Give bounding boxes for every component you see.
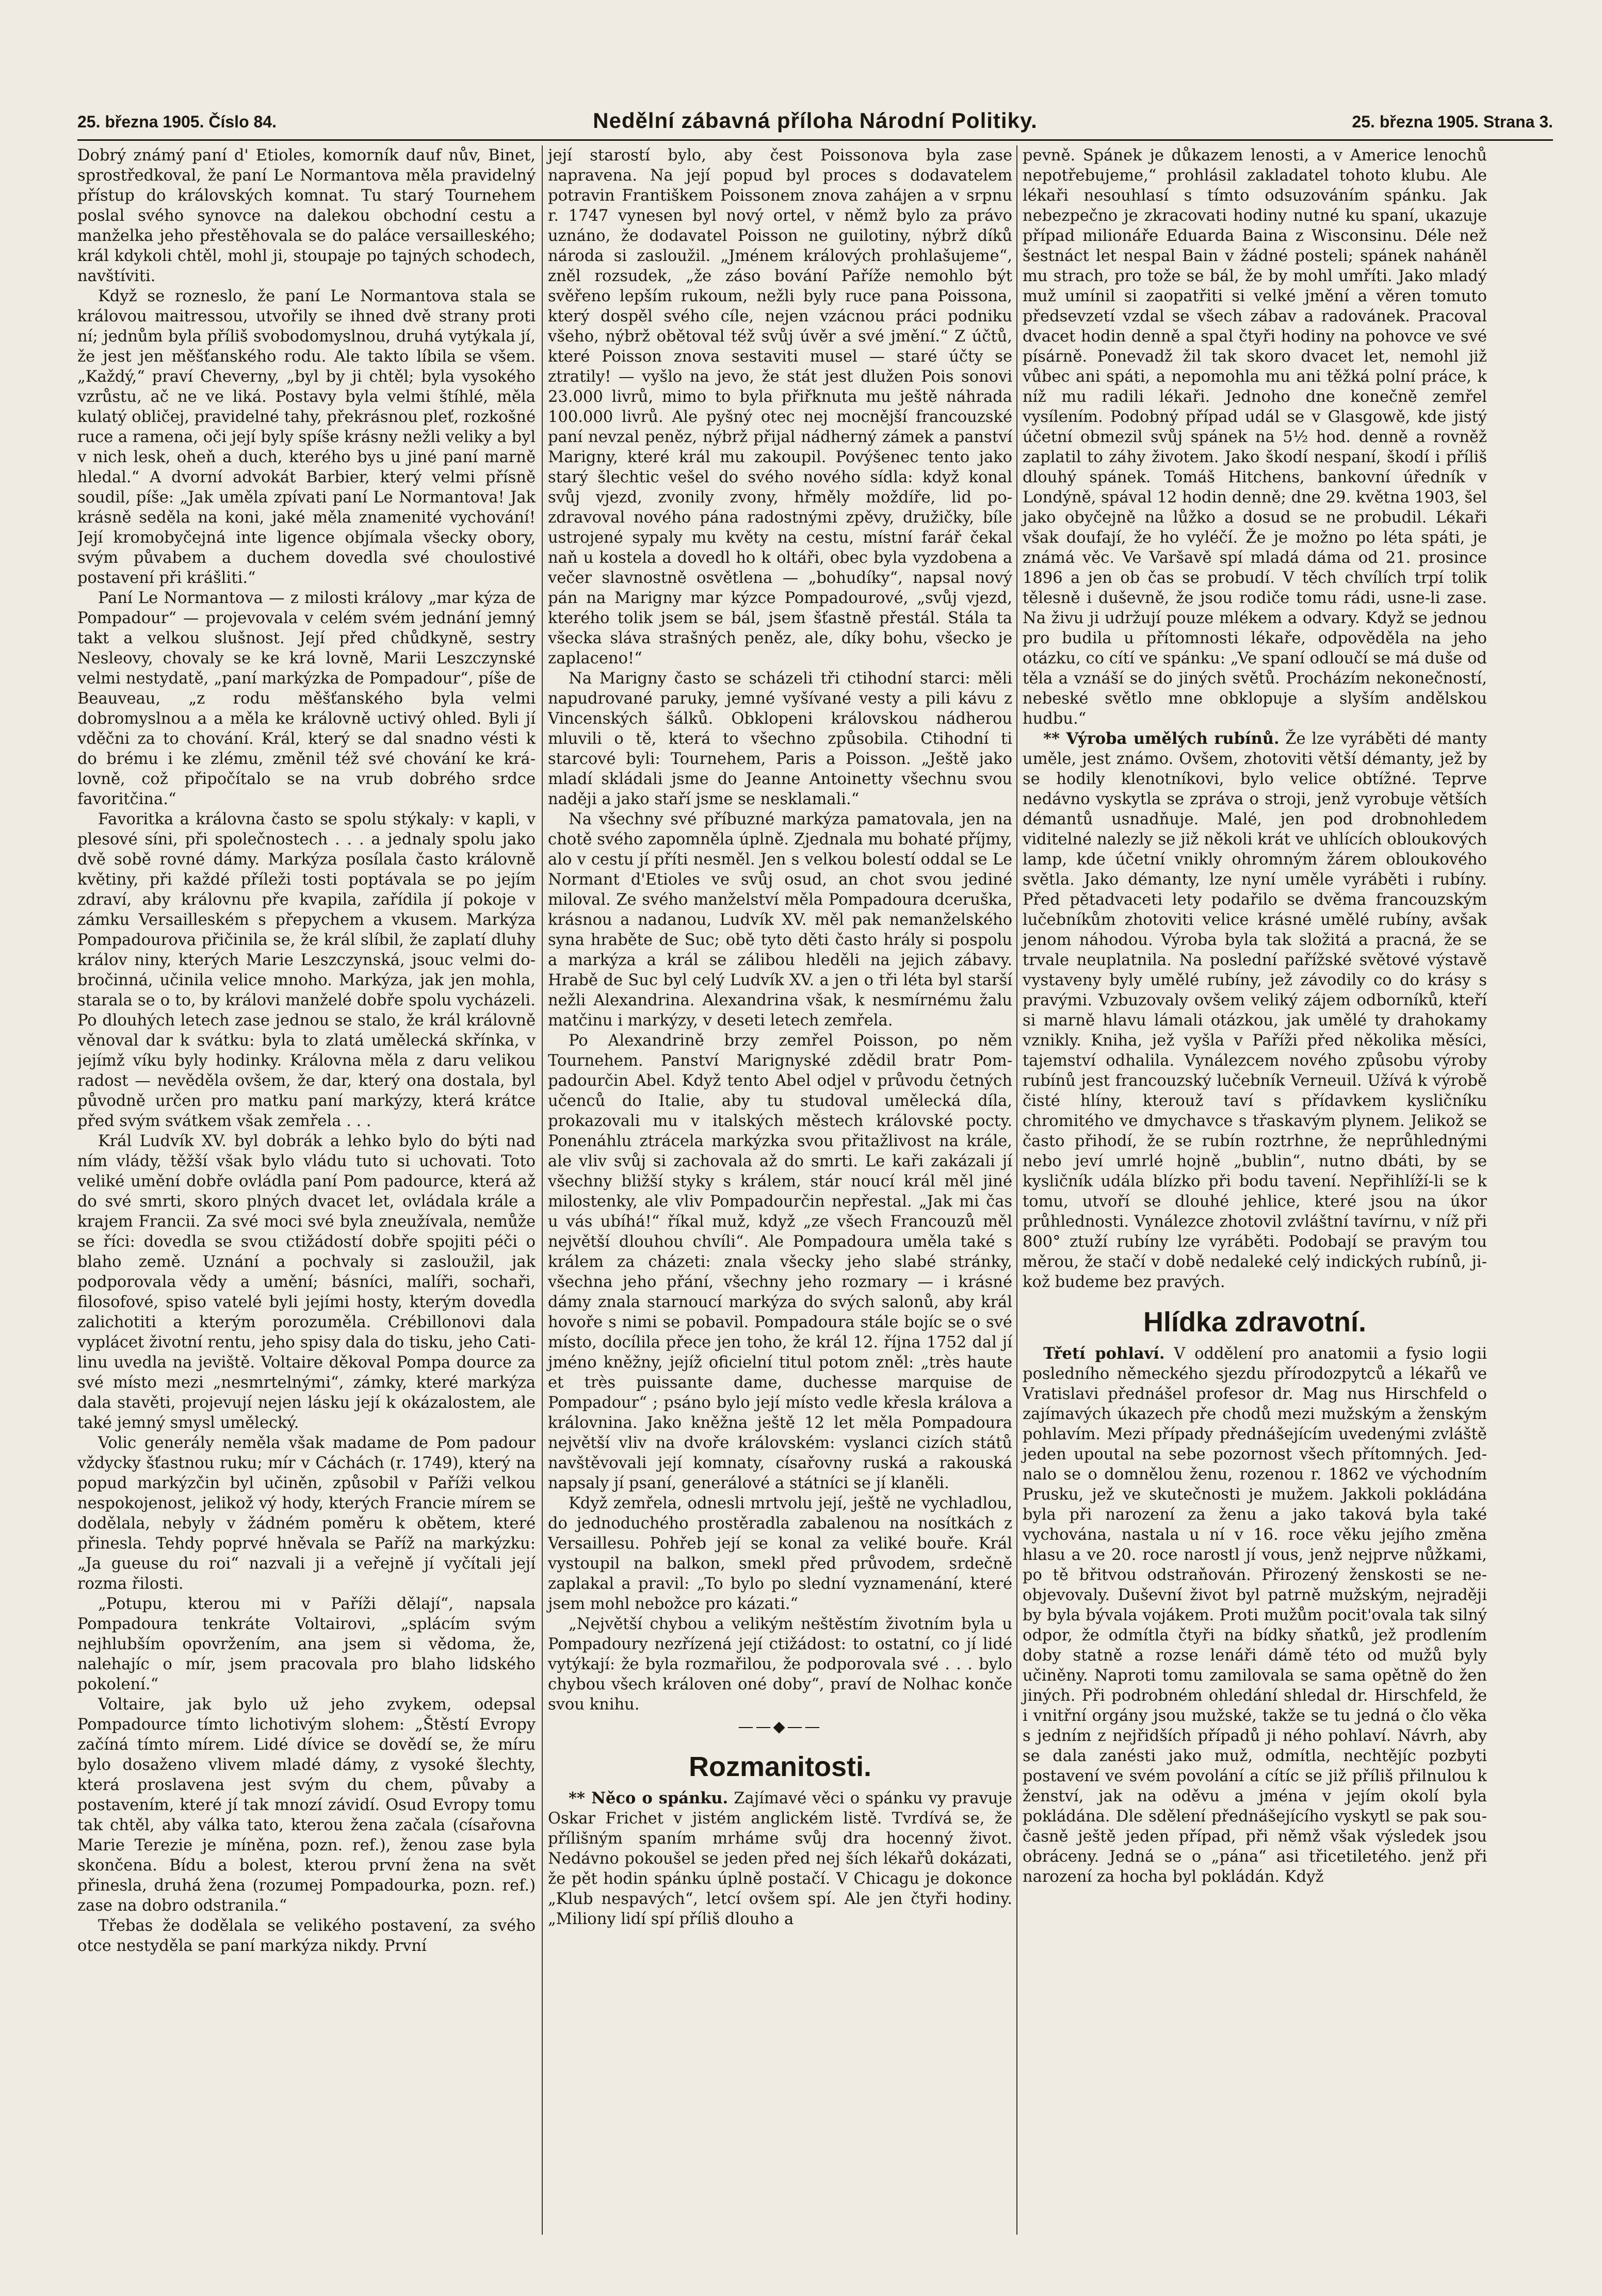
header-date-page: 25. března 1905. Strana 3.	[1352, 112, 1553, 131]
article-lead: ** Výroba umělých rubínů.	[1043, 729, 1280, 748]
article-body: Že lze vyráběti dé manty uměle, jest známo. Ovšem, zhotoviti větší démanty, jež by se hodily klenotníkovi, bylo velice obtížné. Teprve nedávno vyskytla se zpráva o stroji, jenž vyrobuje větších démantů usnadňuje. Malé, jen pod drobnohledem viditelné nalezly se již několi krát ve uhlících obloukových lamp, kde účetní vnikly ohromným žárem obloukového světla. Jako démanty, lze nyní uměle vyráběti i rubíny. Před pětadvaceti lety podařilo se dvěma francouzským lučebníkům zhotoviti velice krásné umělé rubíny, avšak jenom náhodou. Výroba byla tak složitá a pracná, že se trvale neuplatnila. Na poslední pařížské světové výstavě vystaveny byly umělé rubíny, jež závodily co do krásy s pravými. Vzbuzovaly ovšem veliký zájem odborníků, kteří si marně hlavu lámali otázkou, jak umělé ty drahokamy vznikly. Kniha, jež vyšla v Paříži před několika měsíci, tajemství odhalila. Vynálezcem nového způsobu výroby rubínů jest francouzský lučebník Verneuil. Užívá k výrobě čisté hlíny, kterouž taví s přídavkem kysličníku chromitého ve dmychavce s třaskavým plynem. Jelikož se často přihodí, že se rubín roztrhne, že neprůhlednými nebo jeví umrlé hojně „bublin“, nutno dbáti, by se kysličník udála blízko při bodu tavení. Nepřihlíží-li se k tomu, utvoří se dlouhé jehlice, které jsou na úkor průhlednosti. Vynálezce zhotovil zvláštní tavírnu, v níž při 800° ztuží rubíny lze vyráběti. Podobají se pravým tou měrou, že stačí v době nedaleké celý indických rubínů, ji kož budeme bez pravých.	[1023, 730, 1487, 1291]
paragraph	[1023, 1344, 1487, 1887]
paragraph: Když zemřela, odnesli mrtvolu její, ještě ne vychladlou, do jednoduchého prostěradla zabalenou na nosítkách z Versaillesu. Pohřeb její se konal za veliké bouře. Král vystoupil na balkon, smekl před průvodem, srdečně zaplakal a pravil: „To bylo po slední vyznamenání, které jsem mohl nebožce pro kázati.“	[548, 1494, 1012, 1613]
paragraph: Paní Le Normantova — z milosti královy „mar kýza de Pompadour“ — projevovala v celém svém jednání jemný takt a velkou slušnost. Její před chůdkyně, sestry Nesleovy, chovaly se ke krá lovně, Marii Leszczynské velmi nestydatě, „paní markýzka de Pompadour“, píše de Beauveau, „z rodu měšťanského byla velmi dobromyslnou a a měla ke královně uctivý ohled. Byli jí vděčni za to chování. Král, který se dal snadno vésti k do brému i ke zlému, změnil též své chování ke krá lovně, což připočítalo se na vrub dobrého srdce favoritčina.“	[77, 589, 536, 808]
column-1	[77, 145, 536, 2235]
paragraph: Voltaire, jak bylo už jeho zvykem, odepsal Pompadource tímto lichotivým slohem: „Štěstí Evropy začíná tímto mírem. Lidé dívice se dovědí se, že míru bylo dosaženo vlivem mladé dámy, z vysoké šlechty, která proslavena jest svým du chem, půvaby a postavením, které jí tak mnozí závidí. Osud Evropy tomu tak chtěl, aby válka tato, kterou žena začala (císařovna Marie Terezie je míněna, pozn. ref.), ženou zase byla skončena. Bídu a bolest, kterou první žena na svět přinesla, druhá žena (rozumej Pompadourka, pozn. ref.) zase na dobro odstranila.“	[77, 1696, 536, 1915]
paragraph: její starostí bylo, aby čest Poissonova byla zase napravena. Na její popud byl proces s dodavatelem potravin Františkem Poissonem znova zahájen a v srpnu r. 1747 vynesen byl nový ortel, v němž bylo za právo uznáno, že dodavatel Poisson ne guilotiny, nýbrž díků národa si zasloužil. „Jménem králových prohlašujeme“, zněl rozsudek, „že záso bování Paříže nemohlo být svěřeno lepším rukoum, nežli byly ruce pana Poissona, který dospěl svého cíle, nejen vzácnou práci podniku všeho, nýbrž obětoval též svůj úvěr a své jmění.“ Z účtů, které Poisson znova sestaviti musel — staré účty se ztratily! — vyšlo na jevo, že stát jest dlužen Pois sonovi 23.000 livrů, mimo to byla přiřknuta mu ještě náhrada 100.000 livrů. Ale pyšný otec nej mocnější francouzské paní nevzal peněz, nýbrž přijal nádherný zámek a panství Marigny, které král mu zakoupil. Povýšeneс tento jako starý šlechtic vešel do svého nového sídla: když konal svůj vjezd, zvonily zvony, hřměly moždíře, lid po zdravoval nového pána radostnými zpěvy, družičky, bíle ustrojené sypaly mu květy na cestu, místní farář čekal naň u kostela a dovedl ho k oltáři, obec byla vyzdobena a večer slavnostně osvětlena — „bohudíky“, napsal nový pán na Marigny mar kýzce Pompadourové, „svůj vjezd, kterého tolik jsem se bál, jsem šťastně přestál. Stála ta všecka sláva strašných peněz, ale, díky bohu, všecko je zaplaceno!“	[548, 146, 1012, 667]
column-2	[542, 145, 1012, 2235]
paragraph: Třebas že dodělala se velikého postavení, za svého otce nestyděla se paní markýza nikdy. První	[77, 1917, 536, 1955]
article-body: V oddělení pro anatomii a fysio logii posledního německého sjezdu přírodozpytců a lékařů ve Vratislavi přednášel profesor dr. Mag nus Hirschfeld o zajímavých úkazech pře chodů mezi mužským a ženským pohlavím. Mezi případy přednášejícím uvedenými zvláště jeden upoutal na sebe pozornost všech přítomných. Jed nalo se o domnělou ženu, rozenou r. 1862 ve východním Prusku, jež ve skutečnosti je mužem. Jakkoli pokládána byla při narození za ženu a jako taková byla také vychována, nastala u ní v 16. roce věku jejího změna hlasu a ve 20. roce narostl jí vous, jenž nejprve nůžkami, po tě břitvou odstraňován. Přirozený ženskosti se ne objevovaly. Duševní život byl patrně mužským, nejraději by byla bývala vojákem. Proti mužům pocit'ovala tak silný odpor, že odmítla čtyři na bídky sňatků, jež prodlením doby statně a rozse lenáři dámě této od mužů byly učiněny. Naproti tomu zamilovala se sama opětně do žen jiných. Při podrobném ohledání shledal dr. Hirschfeld, že i vnitřní orgány jsou mužské, takže se tu jedná o člo věka s jedním z nejřidších případů ji ného pohlaví. Návrh, aby se dala zanésti jako muž, odmítla, nechtějíc pozbyti postavení ve svém povolání a cítíc se již příliš přilnulou k ženství, jak na oděvu a jména v jejím okolí byla pokládána. Dle sdělení přednášejícího vyskytl se pak sou časně ještě jeden případ, při němž však výsledek jsou obráceny. Jedná se o „pána“ asi třicetiletého. jenž při narození za hocha byl pokládán. Když	[1023, 1345, 1487, 1886]
paragraph	[1023, 729, 1487, 1292]
newspaper-page	[77, 103, 1553, 2239]
header-date-issue: 25. března 1905. Číslo 84.	[77, 112, 277, 131]
paragraph: Po Alexandrině brzy zemřel Poisson, po něm Tournehem. Panství Marignyské zdědil bratr Pom padourčin Abel. Když tento Abel odjel v průvodu četných učenců do Italie, aby tu studoval umělecká díla, prokazovali mu v italských městech královské pocty. Ponenáhlu ztrácela markýzka svou přitažlivost na krále, ale vliv svůj si zachovala až do smrti. Le kaři zakázali jí všechny bližší styky s králem, stár noucí král měl jiné milostenky, ale vliv Pompadourčin nepřestal. „Jak mi čas u vás ubíhá!“ říkal muž, když „ze všech Francouzů měl největší dlouhou chvíli“. Ale Pompadoura uměla také s králem za cházeti: znala všecky jeho slabé stránky, všechna jeho přání, všechny jeho rozmary — i krásné dámy znala starnoucí markýza do svých salonů, aby král hovoře s nimi se pobavil. Pompadoura stále bojíc se o své místo, docílila přece jen toho, že král 12. října 1752 dal jí jméno kněžny, jejíž oficielní titul potom zněl: „très haute et très puissante dame, duchesse marquise de Pompadour“ ; psáno bylo její místo vedle křesla králova a královnina. Jako kněžna ještě 12 let měla Pompadoura největší vliv na dvoře královském: vyslanci cizích států navštěvovali její komnaty, císařovny ruská a rakouská napsaly jí psaní, generálové a státníci se jí klaněli.	[548, 1032, 1012, 1492]
header-publication-title: Nedělní zábavná příloha Národní Politiky.	[593, 108, 1038, 133]
paragraph	[548, 1788, 1012, 1929]
section-divider: ——◆——	[738, 1718, 822, 1736]
column-3	[1016, 145, 1487, 2235]
article-lead: Třetí pohlaví.	[1043, 1344, 1165, 1363]
paragraph: „Největší chybou a velikým neštěstím životním byla u Pompadoury nezřízená její ctižádost: to ostatní, co jí lidé vytýkají: že byla rozmařilou, že podporovala své . . . bylo chybou všech královen oné doby“, praví de Nolhac konče svou knihu.	[548, 1615, 1012, 1714]
paragraph: Na všechny své příbuzné markýza pamatovala, jen na chotě svého zapomněla úplně. Zjednala mu bohaté příjmy, alo v cestu jí příti nesměl. Jen s velkou bolestí oddal se Le Normant d'Etioles ve svůj osud, an chot svou jediné miloval. Ze svého manželství měla Pompadoura dceruška, krásnou a nadanou, Ludvík XV. měl pak nemanželského syna hraběte de Suc; obě tyto děti často hrály si pospolu a markýza a král se zálibou hleděli na jejich zábavy. Hrabě de Suc byl celý Ludvík XV. a jen o tři léta byl starší nežli Alexandrina. Alexandrina však, k nesmírnému žalu matčinu i markýzy, v deseti letech zemřela.	[548, 810, 1012, 1030]
paragraph: Volic generály neměla však madame de Pom padour vždycky šťastnou ruku; mír v Cáchách (r. 1749), který na popud markýzčin byl učiněn, způsobil v Paříži velkou nespokojenost, jelikož vý hody, kterých Francie mírem se dodělala, nebyly v žádném poměru k obětem, které přinesla. Tehdy poprvé hněvala se Paříž na markýzku: „Ja gueuse du roi“ nazvali ji a veřejně jí vyčítali její rozma řilosti.	[77, 1434, 536, 1593]
paragraph: Na Marigny často se scházeli tři ctihodní starci: měli napudrované paruky, jemné vyšívané vesty a pili kávu z Vincenských šálků. Obklopeni královskou nádherou mluvili o tě, která to všechno způsobila. Ctihodní ti starcové byli: Tournehem, Paris a Poisson. „Ještě jako mladí skládali jsme do Jeanne Antoinetty všechnu svou naději a jako staří jsme se nesklamali.“	[548, 670, 1012, 808]
paragraph: „Potupu, kterou mi v Paříži dělají“, napsala Pompadoura tenkráte Voltairovi, „splácím svým nejhlubším opovržením, ana jsem si vědoma, že, nalehajíc o mír, jsem pracovala pro blaho lidského pokolení.“	[77, 1595, 536, 1693]
page-header	[77, 103, 1553, 141]
article-lead: ** Něco o spánku.	[569, 1789, 729, 1808]
paragraph: Dobrý známý paní d' Etioles, komorník dauf nův, Binet, sprostředkoval, že paní Le Normantova měla pravidelný přístup do královských komnat. Tu starý Tournehem poslal svého synovce na dalekou obchodní cestu a manželka jeho přestěhovala se do paláce versailleského; král kdykoli chtěl, mohl ji, stoupaje po tajných schodech, navštíviti.	[77, 146, 536, 285]
article-body: Zajímavé věci o spánku vy pravuje Oskar Frichet v jistém anglickém listě. Tvrdívá se, že přílišným spaním mrháme svůj dra hocenný život. Nedávno pokoušel se jeden před nej ších lékařů dokázati, že pět hodin spánku úplně postačí. V Chicagu je dokonce „Klub nespavých“, letcí ovšem spí. Ale jen čtyři hodiny. „Miliony lidí spí příliš dlouho a	[548, 1789, 1012, 1928]
section-heading-hlidka-zdravotni: Hlídka zdravotní.	[1143, 1307, 1367, 1338]
paragraph: Favoritka a královna často se spolu stýkaly: v kapli, v plesové síni, při společnostech . . . a jednaly spolu jako dvě sobě rovné dámy. Markýza posílala často královně květiny, při každé příleži tosti poptávala se po jejím zdraví, aby královnu pře kvapila, zařídila jí pokoje v zámku Versailleském s přepychem a vkusem. Markýza Pompadourova přičinila se, že král slíbil, že zaplatí dluhy králov niny, kterých Marie Leszczynská, jsouc velmi do bročinná, učinila velice mnoho. Markýza, jak jen mohla, starala se o to, by královi manželé dobře spolu vycházeli. Po dlouhých letech zase jednou se stalo, že král královně věnoval dar k svátku: byla to zlatá umělecká skřínka, v jejímž víku byly hodinky. Královna měla z daru velikou radost — nevěděla ovšem, že dar, který ona dostala, byl původně určen pro matku paní markýzy, která krátce před svým svátkem však zemřela . . .	[77, 810, 536, 1130]
paragraph: Když se rozneslo, že paní Le Normantova stala se královou maitressou, utvořily se ihned dvě strany proti ní; jednům byla příliš svobodomyslnou, druhá vytýkala jí, že jest jen měšťanského rodu. Ale takto líbila se všem. „Každý,“ praví Cheverny, „byl by ji chtěl; byla vysokého vzrůstu, ač ne ve liká. Postavy byla velmi štíhlé, měla kulatý obličej, pravidelné tahy, překrásnou pleť, rozkošné ruce a ramena, oči její byly spíše krásny nežli veliky a byl v nich lesk, oheň a duch, kterého bys u jiné paní marně hledal.“ A dvorní advokát Barbier, který velmi přísně soudil, píše: „Jak uměla zpívati paní Le Normantova! Jak krásně seděla na koni, jaké měla znamenité vychování! Její kromobyčejná inte ligence objímala všecky obory, svým půvabem a duchem dovedla své choulostivé postavení při krášliti.“	[77, 287, 536, 587]
section-heading-rozmanitosti: Rozmanitosti.	[688, 1751, 871, 1782]
paragraph: pevně. Spánek je důkazem lenosti, a v Americe lenochů nepotřebujeme,“ prohlásil zakladatel tohoto klubu. Ale lékaři nesouhlasí s tímto odsuzováním spánku. Jak nebezpečno je zkracovati hodiny nutné ku spaní, ukazuje případ milionáře Eduarda Baina z Wisconsinu. Déle než šestnáct let nespal Bain v žádné posteli; spánek naháněl mu strach, pro tože se bál, že by mohl umříti. Jako mladý muž umínil si zaopatřiti si velké jmění a věren tomuto předsevzetí vzdal se všech zábav a radovánek. Pracoval dvacet hodin denně a spal čtyři hodiny na pohovce ve své písárně. Ponevadž žil tak skoro dvacet let, nemohl již vůbec ani spáti, a nepomohla mu ani těžká polní práce, k níž mu radili lékaři. Jednoho dne konečně zemřel vysílením. Podobný případ udál se v Glasgowě, kde jistý účetní obmezil svůj spánek na 5½ hod. denně a rovněž zaplatil to záhy životem. Jako škodí nespaní, škodí i příliš dlouhý spánek. Tomáš Hitchens, bankovní úředník v Londýně, spával 12 hodin denně; dne 29. května 1903, šel jako obyčejně na lůžko a dosud se ne probudil. Lékaři však doufají, že ho vyléčí. Že je možno po léta spáti, je známá věc. Ve Varšavě spí mladá dáma od 21. prosince 1896 a jen ob čas se probudí. V těch chvílích trpí tolik tělesně i duševně, že jsou rodiče tomu rádi, usne-li zase. Na živu ji udržují pouze mlékem a odvary. Když se jednou pro budila u přítomnosti lékaře, odpověděla na jeho otázku, co cítí ve spánku: „Ve spaní odloučí se má duše od těla a vznáší se do jiných světů. Procházím nekonečností, nebeské světlo mne obklopuje a slyším andělskou hudbu.“	[1023, 146, 1487, 728]
paragraph: Král Ludvík XV. byl dobrák a lehko bylo do býti nad ním vlády, těžší však bylo vládu tuto si uchovati. Toto veliké umění dobře ovládla paní Pom padource, která až do své smrti, skoro plných dvacet let, ovládala krále a krajem Francii. Za své moci své byla zneužívala, nemůže se říci: dovedla se svou ctižádostí dobře spojiti péči o blaho země. Uznání a pochvaly si zasloužil, jak podporovala vědy a umění; básníci, malíři, sochaři, filosofové, spiso vatelé byli jejími hosty, kterým dovedla zalichotiti a kterým porozuměla. Crébillonovi dala vyplácet životní rentu, jeho spisy dala do tisku, jeho Cati linu uvedla na jeviště. Voltaire děkoval Pompa dource za své místo mezi „nesmrtelnými“, zámky, které markýza dala stavěti, projevují nejen lásku její k okázalostem, ale také jemný smysl umělecký.	[77, 1132, 536, 1432]
